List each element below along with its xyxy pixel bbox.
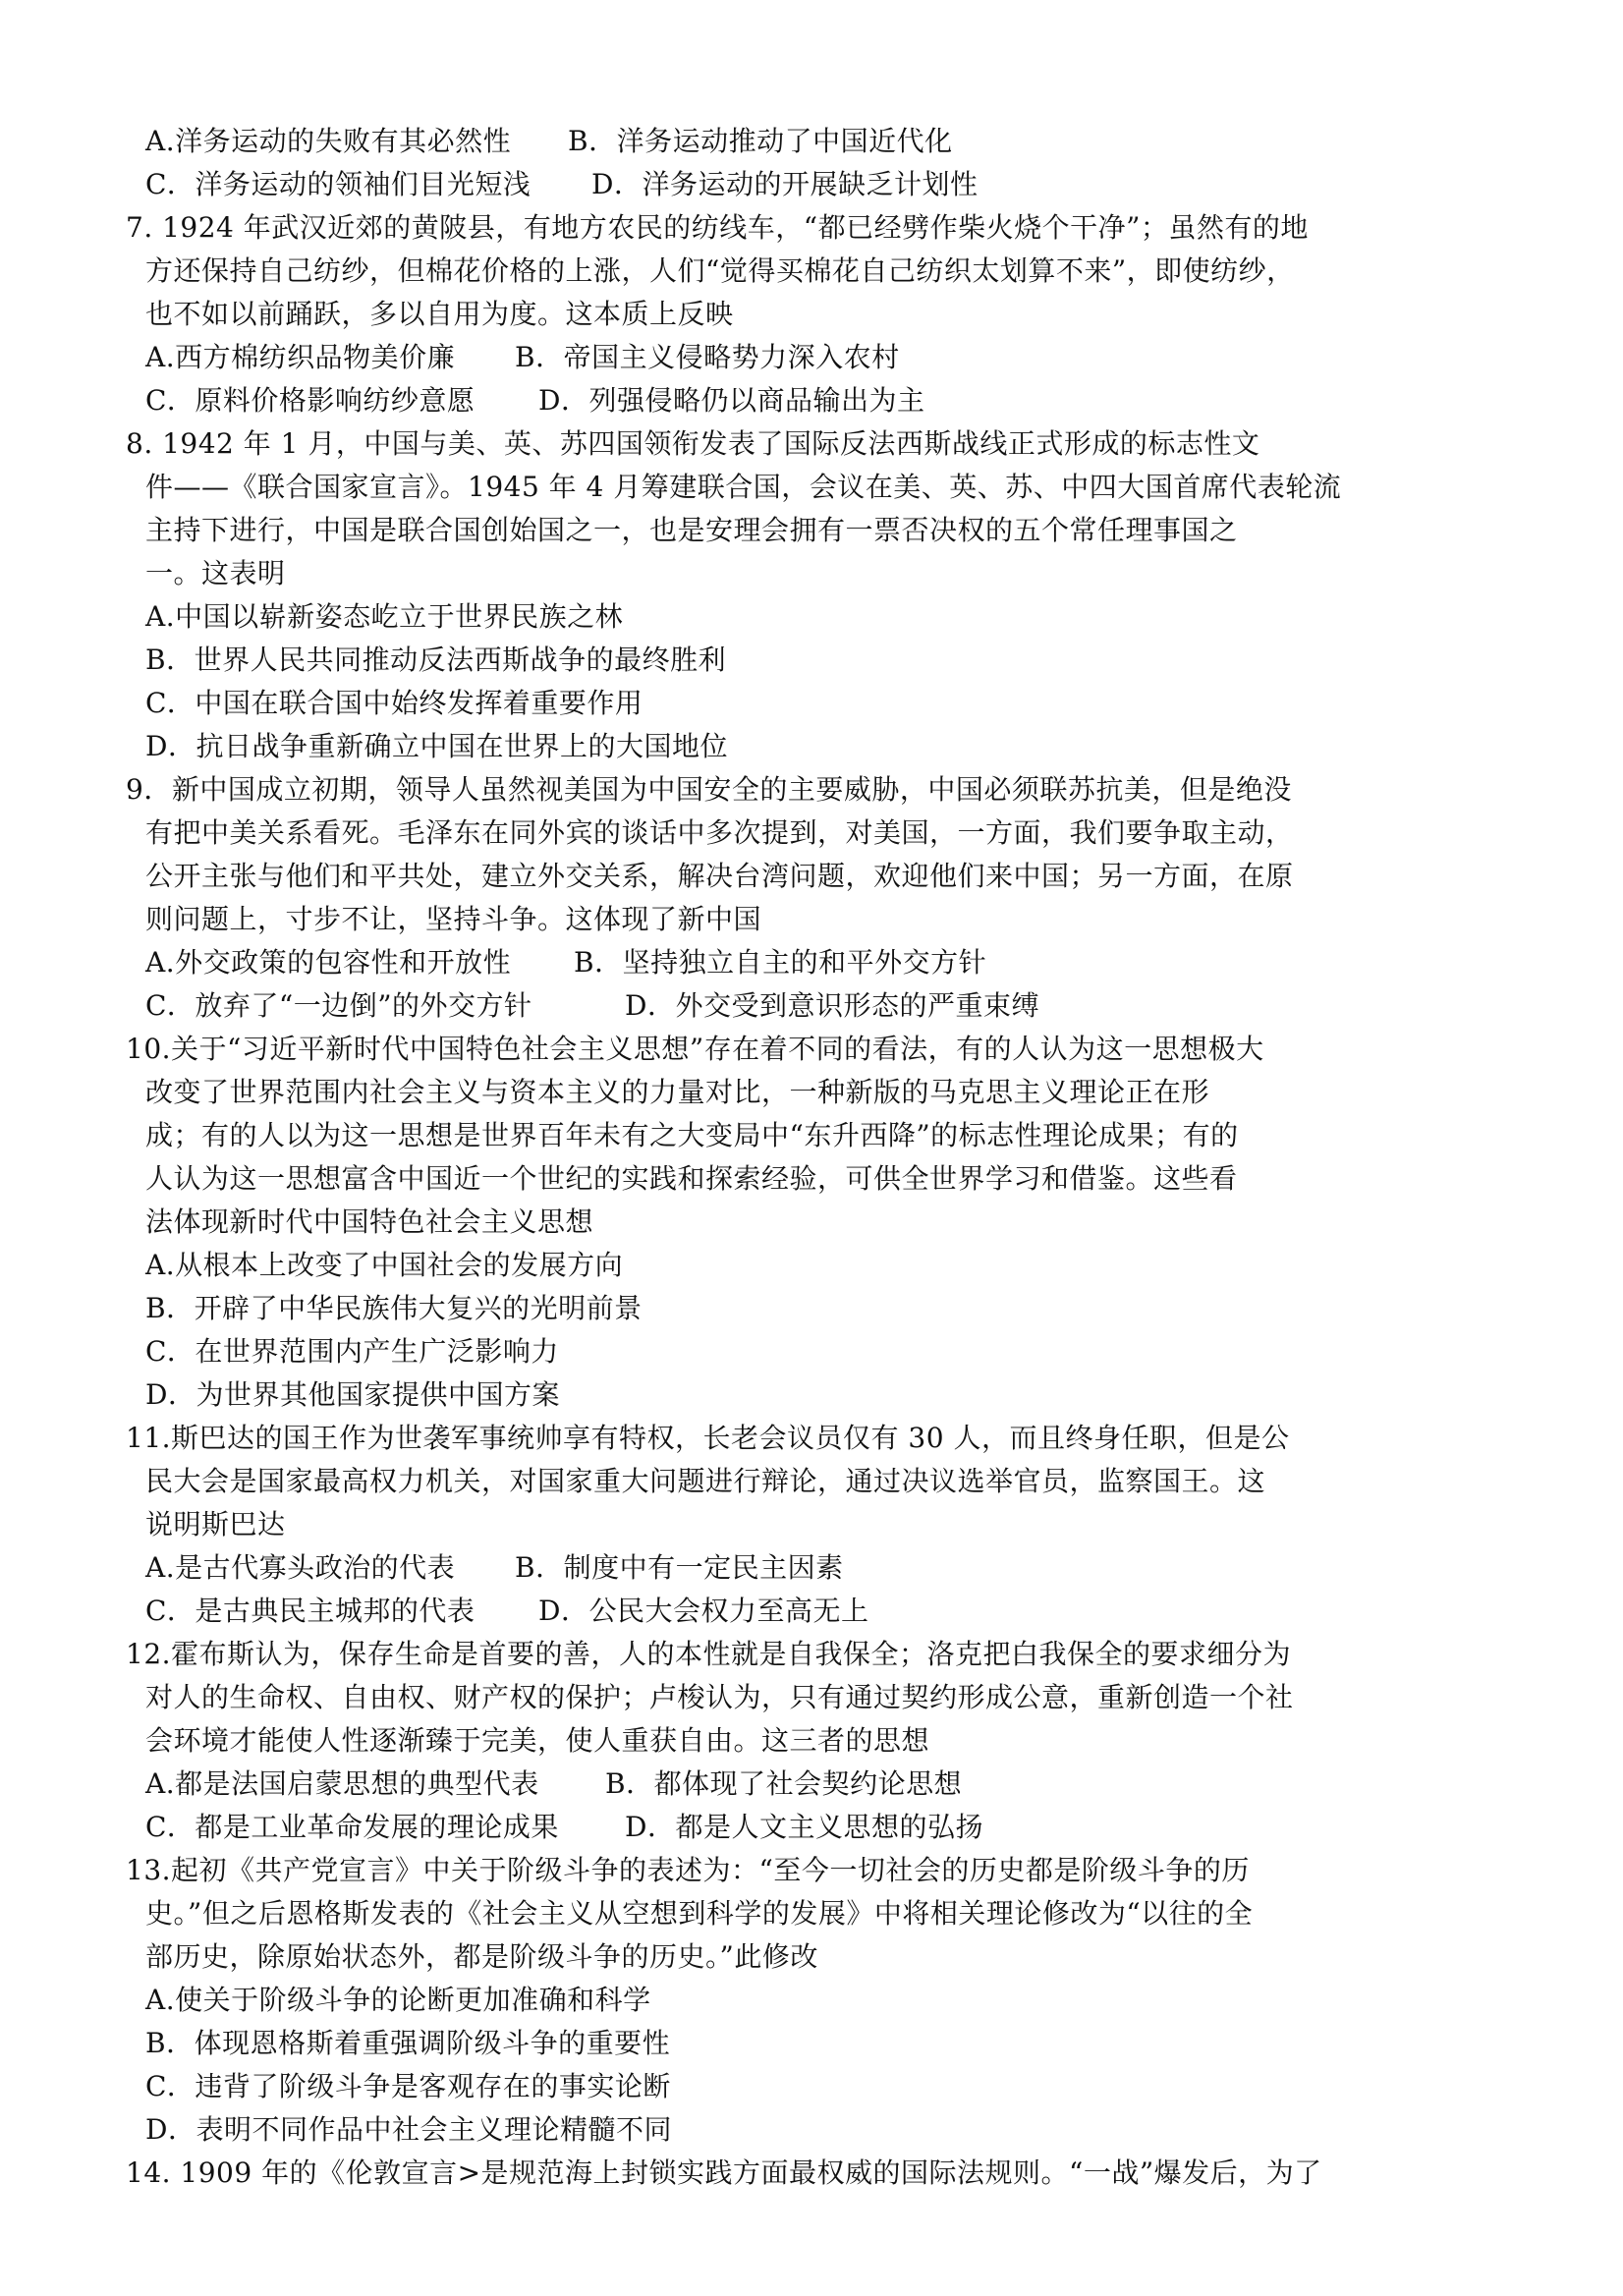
q6-option-b: B．洋务运动推动了中国近代化	[568, 125, 953, 157]
q12-option-d: D．都是人文主义思想的弘扬	[625, 1811, 983, 1843]
q6-option-a: A.洋务运动的失败有其必然性	[145, 125, 512, 157]
q11-stem-line: 民大会是国家最高权力机关，对国家重大问题进行辩论，通过决议选举官员，监察国王。这	[145, 1465, 1266, 1497]
q11-stem-line: 说明斯巴达	[145, 1508, 286, 1540]
q9-stem-line: 有把中美关系看死。毛泽东在同外宾的谈话中多次提到，对美国，一方面，我们要争取主动，	[145, 816, 1294, 849]
q8-option-a: A.中国以崭新姿态屹立于世界民族之林	[145, 600, 624, 633]
q9-option-b: B．坚持独立自主的和平外交方针	[574, 946, 987, 979]
q9-option-c: C．放弃了“一边倒”的外交方针	[145, 989, 532, 1022]
q6-option-d: D．洋务运动的开展缺乏计划性	[591, 168, 979, 200]
q10-stem-line: 改变了世界范围内社会主义与资本主义的力量对比，一种新版的马克思主义理论正在形	[145, 1076, 1210, 1108]
q11-option-b: B．制度中有一定民主因素	[515, 1551, 844, 1584]
q8-stem-line: 一。这表明	[145, 557, 286, 589]
q12-option-c: C．都是工业革命发展的理论成果	[145, 1811, 559, 1843]
q7-option-d: D．列强侵略仍以商品输出为主	[538, 384, 925, 417]
q11-option-d: D．公民大会权力至高无上	[538, 1595, 869, 1627]
q12-stem-line: 对人的生命权、自由权、财产权的保护；卢梭认为，只有通过契约形成公意，重新创造一个社	[145, 1681, 1294, 1713]
q8-stem-line: 主持下进行，中国是联合国创始国之一，也是安理会拥有一票否决权的五个常任理事国之	[145, 514, 1238, 546]
q10-option-c: C．在世界范围内产生广泛影响力	[145, 1335, 559, 1368]
q13-option-c: C．违背了阶级斗争是客观存在的事实论断	[145, 2070, 671, 2102]
q13-stem-line: 史。”但之后恩格斯发表的《社会主义从空想到科学的发展》中将相关理论修改为“以往的全	[145, 1897, 1254, 1930]
q13-option-a: A.使关于阶级斗争的论断更加准确和科学	[145, 1984, 651, 2016]
q9-stem-line: 公开主张与他们和平共处，建立外交关系，解决台湾问题，欢迎他们来中国；另一方面，在原	[145, 860, 1294, 892]
q10-stem-line: 成；有的人以为这一思想是世界百年未有之大变局中“东升西降”的标志性理论成果；有的	[145, 1119, 1239, 1151]
q8-stem-line: 8. 1942 年 1 月，中国与美、英、苏四国领衔发表了国际反法西斯战线正式形成的标志性文	[126, 427, 1260, 460]
q11-option-c: C．是古典民主城邦的代表	[145, 1595, 476, 1627]
q13-option-b: B．体现恩格斯着重强调阶级斗争的重要性	[145, 2027, 671, 2059]
q10-option-a: A.从根本上改变了中国社会的发展方向	[145, 1249, 624, 1281]
q9-option-d: D．外交受到意识形态的严重束缚	[625, 989, 1039, 1022]
q12-stem-line: 12.霍布斯认为，保存生命是首要的善，人的本性就是自我保全；洛克把白我保全的要求细分为	[126, 1638, 1292, 1670]
q7-stem-line: 方还保持自己纺纱，但棉花价格的上涨，人们“觉得买棉花自己纺织太划算不来”，即使纺纱，	[145, 254, 1295, 287]
q6-option-c: C．洋务运动的领袖们目光短浅	[145, 168, 532, 200]
q8-option-c: C．中国在联合国中始终发挥着重要作用	[145, 687, 644, 719]
q8-stem-line: 件——《联合国家宣言》。1945 年 4 月筹建联合国，会议在美、英、苏、中四大国首席代表轮流	[145, 471, 1342, 503]
q13-stem-line: 13.起初《共产党宣言》中关于阶级斗争的表述为：“至今一切社会的历史都是阶级斗争的历	[126, 1854, 1250, 1886]
q10-stem-line: 10.关于“习近平新时代中国特色社会主义思想”存在着不同的看法，有的人认为这一思想极大	[126, 1033, 1264, 1065]
q10-option-b: B．开辟了中华民族伟大复兴的光明前景	[145, 1292, 643, 1324]
q7-stem-line: 也不如以前踊跃，多以自用为度。这本质上反映	[145, 298, 734, 330]
q12-option-b: B．都体现了社会契约论思想	[605, 1767, 963, 1800]
q13-option-d: D．表明不同作品中社会主义理论精髓不同	[145, 2113, 672, 2146]
q8-option-d: D．抗日战争重新确立中国在世界上的大国地位	[145, 730, 728, 762]
q12-stem-line: 会环境才能使人性逐渐臻于完美，使人重获自由。这三者的思想	[145, 1724, 930, 1757]
q9-option-a: A.外交政策的包容性和开放性	[145, 946, 512, 979]
q9-stem-line: 则问题上，寸步不让，坚持斗争。这体现了新中国	[145, 903, 762, 935]
q7-option-c: C．原料价格影响纺纱意愿	[145, 384, 476, 417]
q14-stem-line: 14. 1909 年的《伦敦宣言>是规范海上封锁实践方面最权威的国际法规则。“一战”爆发后，为了	[126, 2156, 1322, 2189]
q10-stem-line: 法体现新时代中国特色社会主义思想	[145, 1205, 594, 1238]
q8-option-b: B．世界人民共同推动反法西斯战争的最终胜利	[145, 644, 727, 676]
q10-stem-line: 人认为这一思想富含中国近一个世纪的实践和探索经验，可供全世界学习和借鉴。这些看	[145, 1162, 1238, 1195]
q7-stem-line: 7. 1924 年武汉近郊的黄陂县，有地方农民的纺线车，“都已经劈作柴火烧个干净”；虽然有的地	[126, 211, 1309, 244]
q9-stem-line: 9．新中国成立初期，领导人虽然视美国为中国安全的主要威胁，中国必须联苏抗美，但是绝没	[126, 773, 1292, 806]
q13-stem-line: 部历史，除原始状态外，都是阶级斗争的历史。”此修改	[145, 1940, 818, 1973]
q11-option-a: A.是古代寡头政治的代表	[145, 1551, 456, 1584]
q7-option-b: B．帝国主义侵略势力深入农村	[515, 341, 900, 373]
q12-option-a: A.都是法国启蒙思想的典型代表	[145, 1767, 539, 1800]
q11-stem-line: 11.斯巴达的国王作为世袭军事统帅享有特权，长老会议员仅有 30 人，而且终身任职，但是公	[126, 1422, 1290, 1454]
q10-option-d: D．为世界其他国家提供中国方案	[145, 1378, 560, 1411]
q7-option-a: A.西方棉纺织品物美价廉	[145, 341, 456, 373]
